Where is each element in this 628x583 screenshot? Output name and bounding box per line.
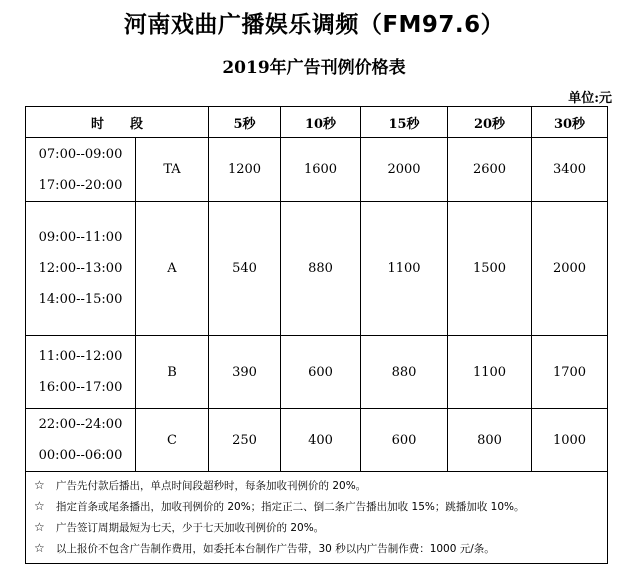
time-slot-cell xyxy=(26,202,136,336)
price-cell: 800 xyxy=(448,409,532,472)
grade-cell: A xyxy=(136,202,209,336)
note-item xyxy=(34,475,607,496)
grade-cell: C xyxy=(136,409,209,472)
note-item xyxy=(34,517,607,538)
time-range: 00:00--06:00 xyxy=(38,448,123,463)
time-range: 09:00--11:00 xyxy=(38,230,123,245)
header-row xyxy=(26,107,608,138)
star-outline-icon: ☆ xyxy=(34,541,45,555)
header-15s: 15秒 xyxy=(361,107,448,138)
time-range: 17:00--20:00 xyxy=(38,177,123,193)
price-cell: 1500 xyxy=(448,202,532,336)
star-outline-icon: ☆ xyxy=(34,478,45,492)
price-cell: 540 xyxy=(209,202,281,336)
price-cell: 400 xyxy=(281,409,361,472)
notes-row xyxy=(26,472,608,564)
price-cell: 390 xyxy=(209,336,281,409)
time-slot-cell xyxy=(26,138,136,202)
time-slot-cell xyxy=(26,409,136,472)
price-cell: 1200 xyxy=(209,138,281,202)
time-range: 16:00--17:00 xyxy=(38,380,123,395)
table-row xyxy=(26,409,608,472)
price-table xyxy=(25,106,608,564)
price-cell: 600 xyxy=(281,336,361,409)
note-text: 指定首条或尾条播出，加收刊例价的 20%；指定正二、倒二条广告播出加收 15%；跳播加收 10%。 xyxy=(56,501,525,513)
time-slot-cell xyxy=(26,336,136,409)
document-title: 河南戏曲广播娱乐调频（FM97.6） xyxy=(123,12,505,38)
note-item xyxy=(34,538,607,559)
price-cell: 1100 xyxy=(448,336,532,409)
time-range: 14:00--15:00 xyxy=(38,292,123,307)
note-text: 以上报价不包含广告制作费用，如委托本台制作广告带，30 秒以内广告制作费：1000 元/条。 xyxy=(56,543,495,555)
grade-cell: TA xyxy=(136,138,209,202)
notes-cell xyxy=(26,472,608,564)
header-20s: 20秒 xyxy=(448,107,532,138)
table-row xyxy=(26,202,608,336)
header-time-slot: 时 段 xyxy=(26,107,209,138)
price-cell: 2000 xyxy=(361,138,448,202)
price-cell: 1100 xyxy=(361,202,448,336)
price-cell: 1600 xyxy=(281,138,361,202)
price-cell: 250 xyxy=(209,409,281,472)
time-range: 12:00--13:00 xyxy=(38,261,123,276)
note-text: 广告先付款后播出，单点时间段超秒时，每条加收刊例价的 20%。 xyxy=(56,480,367,492)
header-30s: 30秒 xyxy=(532,107,608,138)
price-cell: 2000 xyxy=(532,202,608,336)
price-table-body xyxy=(26,107,608,564)
star-outline-icon: ☆ xyxy=(34,520,45,534)
grade-cell: B xyxy=(136,336,209,409)
price-cell: 3400 xyxy=(532,138,608,202)
time-range: 11:00--12:00 xyxy=(38,349,123,364)
time-range: 22:00--24:00 xyxy=(38,417,123,432)
price-cell: 880 xyxy=(361,336,448,409)
price-cell: 2600 xyxy=(448,138,532,202)
table-row xyxy=(26,138,608,202)
price-cell: 1000 xyxy=(532,409,608,472)
header-5s: 5秒 xyxy=(209,107,281,138)
document-subtitle: 2019年广告刊例价格表 xyxy=(222,58,406,78)
note-text: 广告签订周期最短为七天，少于七天加收刊例价的 20%。 xyxy=(56,522,325,534)
price-cell: 880 xyxy=(281,202,361,336)
time-range: 07:00--09:00 xyxy=(38,146,123,162)
price-cell: 600 xyxy=(361,409,448,472)
note-item xyxy=(34,496,607,517)
unit-label: 单位:元 xyxy=(568,91,612,106)
price-cell: 1700 xyxy=(532,336,608,409)
table-row xyxy=(26,336,608,409)
star-outline-icon: ☆ xyxy=(34,499,45,513)
header-10s: 10秒 xyxy=(281,107,361,138)
